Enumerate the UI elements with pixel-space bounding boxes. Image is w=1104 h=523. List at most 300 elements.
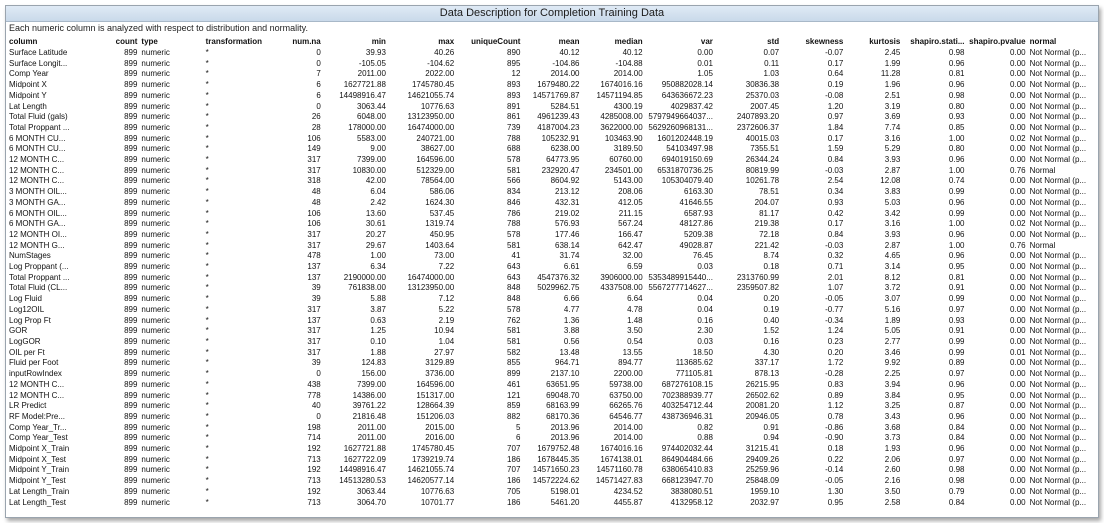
cell-column: Midpoint X_Test <box>9 454 66 464</box>
header-shapiro-statistic[interactable]: shapiro.stati... <box>910 37 965 47</box>
cell-column: LogGOR <box>9 336 41 346</box>
cell-skewness: 0.22 <box>827 454 844 464</box>
cell-count: 899 <box>124 304 138 314</box>
cell-normal: Not Normal (p... <box>1029 358 1087 368</box>
cell-shapiro-pvalue: 0.00 <box>1010 444 1026 454</box>
cell-shapiro-pvalue: 0.00 <box>1010 176 1026 186</box>
cell-num-na: 713 <box>307 497 321 507</box>
cell-skewness: -0.28 <box>825 369 844 379</box>
cell-column: 6 MONTH CU... <box>9 144 66 154</box>
cell-var: 694019150.69 <box>661 155 713 165</box>
cell-shapiro-statistic: 0.96 <box>948 155 965 165</box>
cell-type: numeric <box>141 454 170 464</box>
table-row[interactable] <box>7 198 1097 209</box>
table-row[interactable] <box>7 391 1097 402</box>
table-row[interactable] <box>7 305 1097 316</box>
cell-std: 80819.99 <box>745 165 780 175</box>
cell-num-na: 317 <box>307 326 321 336</box>
table-row[interactable] <box>7 433 1097 444</box>
cell-transformation: * <box>205 411 209 421</box>
cell-normal: Not Normal (p... <box>1029 326 1087 336</box>
cell-type: numeric <box>141 272 170 282</box>
cell-shapiro-statistic: 0.79 <box>948 486 965 496</box>
cell-transformation: * <box>205 401 209 411</box>
cell-std: 337.17 <box>754 358 780 368</box>
cell-shapiro-pvalue: 0.00 <box>1010 187 1026 197</box>
cell-type: numeric <box>141 476 170 486</box>
cell-var: 18.50 <box>692 347 713 357</box>
header-normal[interactable]: normal <box>1029 37 1057 47</box>
cell-num-na: 39 <box>311 358 321 368</box>
header-unique-count[interactable]: uniqueCount <box>471 37 521 47</box>
cell-shapiro-statistic: 0.97 <box>948 304 965 314</box>
cell-std: 0.91 <box>763 422 780 432</box>
cell-column: Log Proppant (... <box>9 262 69 272</box>
cell-shapiro-pvalue: 0.00 <box>1010 208 1026 218</box>
cell-max: 450.95 <box>429 229 455 239</box>
cell-mean: 2014.00 <box>550 69 580 79</box>
table-row[interactable] <box>7 455 1097 466</box>
cell-num-na: 106 <box>307 208 321 218</box>
cell-kurtosis: 3.16 <box>884 133 901 143</box>
table-row[interactable] <box>7 59 1097 70</box>
cell-kurtosis: 3.50 <box>884 486 901 496</box>
cell-column: 12 MONTH OI... <box>9 229 67 239</box>
cell-mean: 14572224.62 <box>532 476 580 486</box>
cell-column: Lat Length_Train <box>9 486 70 496</box>
cell-shapiro-pvalue: 0.00 <box>1010 80 1026 90</box>
cell-column: Lat Length <box>9 101 47 111</box>
cell-max: 10776.63 <box>420 486 455 496</box>
cell-skewness: 0.78 <box>827 411 844 421</box>
cell-shapiro-pvalue: 0.00 <box>1010 272 1026 282</box>
cell-transformation: * <box>205 358 209 368</box>
cell-mean: 2013.96 <box>550 422 580 432</box>
cell-mean: 638.14 <box>555 240 580 250</box>
cell-skewness: 0.20 <box>827 347 844 357</box>
header-mean[interactable]: mean <box>558 37 580 47</box>
cell-transformation: * <box>205 187 209 197</box>
cell-unique-count: 893 <box>507 90 521 100</box>
cell-count: 899 <box>124 454 138 464</box>
header-max[interactable]: max <box>438 37 455 47</box>
header-std[interactable]: std <box>767 37 780 47</box>
cell-num-na: 48 <box>311 187 321 197</box>
cell-skewness: 0.18 <box>827 444 844 454</box>
cell-num-na: 317 <box>307 304 321 314</box>
cell-median: 6.64 <box>627 294 643 304</box>
cell-shapiro-statistic: 1.00 <box>948 165 965 175</box>
table-row[interactable] <box>7 91 1097 102</box>
cell-shapiro-statistic: 0.98 <box>948 465 965 475</box>
cell-mean: 4187004.23 <box>537 122 580 132</box>
table-row[interactable] <box>7 401 1097 412</box>
table-row[interactable] <box>7 326 1097 337</box>
table-row[interactable] <box>7 337 1097 348</box>
cell-skewness: 0.17 <box>827 58 844 68</box>
table-row[interactable] <box>7 209 1097 220</box>
cell-transformation: * <box>205 283 209 293</box>
table-row[interactable] <box>7 423 1097 434</box>
header-num-na[interactable]: num.na <box>292 37 321 47</box>
cell-shapiro-pvalue: 0.02 <box>1010 133 1026 143</box>
cell-std: 26502.62 <box>745 390 780 400</box>
cell-num-na: 318 <box>307 176 321 186</box>
cell-std: 72.18 <box>759 229 780 239</box>
cell-normal: Not Normal (p... <box>1029 229 1087 239</box>
cell-type: numeric <box>141 304 170 314</box>
cell-var: 6587.93 <box>684 208 713 218</box>
cell-min: 1627721.88 <box>343 80 386 90</box>
cell-num-na: 48 <box>311 197 321 207</box>
header-type[interactable]: type <box>141 37 158 47</box>
table-row[interactable] <box>7 112 1097 123</box>
cell-max: 1403.64 <box>425 240 455 250</box>
cell-median: 59738.00 <box>609 379 643 389</box>
cell-count: 899 <box>124 251 138 261</box>
cell-transformation: * <box>205 497 209 507</box>
cell-normal: Not Normal (p... <box>1029 390 1087 400</box>
cell-unique-count: 41 <box>511 251 521 261</box>
cell-type: numeric <box>141 112 170 122</box>
cell-normal: Not Normal (p... <box>1029 347 1087 357</box>
cell-min: 3064.70 <box>357 497 386 507</box>
table-row[interactable] <box>7 412 1097 423</box>
cell-normal: Not Normal (p... <box>1029 411 1087 421</box>
cell-min: 14513280.53 <box>339 476 386 486</box>
table-row[interactable] <box>7 273 1097 284</box>
table-row[interactable] <box>7 134 1097 145</box>
cell-normal: Not Normal (p... <box>1029 187 1087 197</box>
cell-std: 0.94 <box>763 433 780 443</box>
cell-mean: 4.77 <box>563 304 580 314</box>
cell-column: 12 MONTH C... <box>9 379 65 389</box>
cell-transformation: * <box>205 294 209 304</box>
header-transformation[interactable]: transformation <box>205 37 263 47</box>
header-shapiro-pvalue[interactable]: shapiro.pvalue <box>969 37 1026 47</box>
table-row[interactable] <box>7 144 1097 155</box>
cell-skewness: 0.17 <box>827 133 844 143</box>
data-description-window <box>5 5 1099 518</box>
cell-type: numeric <box>141 283 170 293</box>
table-row[interactable] <box>7 241 1097 252</box>
table-row[interactable] <box>7 155 1097 166</box>
cell-normal: Not Normal (p... <box>1029 112 1087 122</box>
cell-transformation: * <box>205 379 209 389</box>
cell-kurtosis: 5.05 <box>884 326 901 336</box>
cell-column: Fluid per Foot <box>9 358 59 368</box>
cell-median: 4300.19 <box>613 101 643 111</box>
cell-min: 42.00 <box>365 176 386 186</box>
cell-num-na: 778 <box>307 390 321 400</box>
cell-transformation: * <box>205 58 209 68</box>
cell-num-na: 438 <box>307 379 321 389</box>
cell-skewness: 0.19 <box>827 80 844 90</box>
table-row[interactable] <box>7 487 1097 498</box>
cell-normal: Not Normal (p... <box>1029 176 1087 186</box>
cell-shapiro-statistic: 0.98 <box>948 48 965 57</box>
cell-type: numeric <box>141 294 170 304</box>
header-kurtosis[interactable]: kurtosis <box>869 37 901 47</box>
cell-count: 899 <box>124 155 138 165</box>
cell-var: 5353489915440... <box>648 272 713 282</box>
cell-std: 0.18 <box>763 262 780 272</box>
cell-transformation: * <box>205 240 209 250</box>
cell-unique-count: 578 <box>507 155 521 165</box>
cell-max: 27.97 <box>434 347 455 357</box>
cell-skewness: -0.08 <box>825 90 844 100</box>
table-row[interactable] <box>7 348 1097 359</box>
cell-kurtosis: 9.92 <box>884 358 901 368</box>
cell-shapiro-statistic: 0.93 <box>948 112 965 122</box>
table-row[interactable] <box>7 251 1097 262</box>
header-count[interactable]: count <box>115 37 138 47</box>
cell-skewness: 0.23 <box>827 336 844 346</box>
cell-normal: Not Normal (p... <box>1029 336 1087 346</box>
cell-min: 6.34 <box>370 262 386 272</box>
cell-shapiro-statistic: 0.95 <box>948 390 965 400</box>
table-row[interactable] <box>7 262 1097 273</box>
cell-column: Total Proppant ... <box>9 272 70 282</box>
cell-column: OIL per Ft <box>9 347 45 357</box>
table-row[interactable] <box>7 465 1097 476</box>
table-row[interactable] <box>7 316 1097 327</box>
cell-var: 105304079.40 <box>661 176 713 186</box>
cell-std: 1959.10 <box>750 486 780 496</box>
cell-kurtosis: 3.46 <box>884 347 901 357</box>
cell-type: numeric <box>141 262 170 272</box>
cell-count: 899 <box>124 165 138 175</box>
cell-shapiro-statistic: 0.74 <box>948 176 965 186</box>
cell-kurtosis: 1.99 <box>884 58 901 68</box>
cell-unique-count: 578 <box>507 304 521 314</box>
cell-shapiro-pvalue: 0.00 <box>1010 486 1026 496</box>
cell-max: 151206.03 <box>416 411 455 421</box>
cell-transformation: * <box>205 262 209 272</box>
cell-min: 1.88 <box>370 347 386 357</box>
cell-var: 4029837.42 <box>670 101 713 111</box>
cell-unique-count: 581 <box>507 165 521 175</box>
cell-kurtosis: 3.94 <box>884 379 901 389</box>
cell-mean: 4547376.32 <box>537 272 580 282</box>
header-median[interactable]: median <box>614 37 643 47</box>
cell-shapiro-statistic: 0.96 <box>948 379 965 389</box>
cell-mean: 8604.92 <box>550 176 580 186</box>
cell-skewness: 2.54 <box>827 176 844 186</box>
cell-unique-count: 581 <box>507 240 521 250</box>
cell-shapiro-statistic: 0.96 <box>948 411 965 421</box>
cell-unique-count: 581 <box>507 326 521 336</box>
cell-shapiro-pvalue: 0.00 <box>1010 315 1026 325</box>
cell-kurtosis: 2.87 <box>884 240 901 250</box>
table-row[interactable] <box>7 294 1097 305</box>
header-var[interactable]: var <box>700 37 713 47</box>
cell-num-na: 7 <box>316 69 321 79</box>
cell-type: numeric <box>141 122 170 132</box>
table-row[interactable] <box>7 358 1097 369</box>
cell-transformation: * <box>205 155 209 165</box>
cell-count: 899 <box>124 133 138 143</box>
table-row[interactable] <box>7 444 1097 455</box>
cell-type: numeric <box>141 251 170 261</box>
cell-shapiro-pvalue: 0.00 <box>1010 294 1026 304</box>
cell-kurtosis: 3.07 <box>884 294 901 304</box>
cell-column: 3 MONTH GA... <box>9 197 66 207</box>
cell-median: 894.77 <box>618 358 643 368</box>
cell-skewness: 1.30 <box>827 486 844 496</box>
cell-type: numeric <box>141 133 170 143</box>
cell-transformation: * <box>205 422 209 432</box>
cell-transformation: * <box>205 122 209 132</box>
cell-var: 0.03 <box>697 336 713 346</box>
cell-min: 14498916.47 <box>339 465 386 475</box>
cell-skewness: 2.01 <box>827 272 844 282</box>
table-row[interactable] <box>7 80 1097 91</box>
cell-min: 5.88 <box>370 294 386 304</box>
cell-normal: Not Normal (p... <box>1029 433 1087 443</box>
table-row[interactable] <box>7 230 1097 241</box>
cell-unique-count: 5 <box>515 422 521 432</box>
cell-mean: 68170.36 <box>546 411 580 421</box>
table-row[interactable] <box>7 498 1097 509</box>
cell-mean: 105232.91 <box>541 133 580 143</box>
cell-num-na: 40 <box>311 401 321 411</box>
header-min[interactable]: min <box>371 37 386 47</box>
cell-transformation: * <box>205 90 209 100</box>
cell-shapiro-pvalue: 0.00 <box>1010 411 1026 421</box>
cell-type: numeric <box>141 176 170 186</box>
table-row[interactable] <box>7 283 1097 294</box>
cell-unique-count: 861 <box>507 112 521 122</box>
cell-transformation: * <box>205 326 209 336</box>
table-row[interactable] <box>7 166 1097 177</box>
cell-kurtosis: 2.51 <box>884 90 901 100</box>
cell-max: 10701.77 <box>420 497 455 507</box>
cell-kurtosis: 4.65 <box>884 251 901 261</box>
table-row[interactable] <box>7 48 1097 59</box>
cell-transformation: * <box>205 219 209 229</box>
cell-var: 403254712.44 <box>661 401 713 411</box>
cell-transformation: * <box>205 197 209 207</box>
cell-kurtosis: 5.03 <box>884 197 901 207</box>
cell-skewness: -0.05 <box>825 294 844 304</box>
table-row[interactable] <box>7 380 1097 391</box>
cell-shapiro-pvalue: 0.00 <box>1010 262 1026 272</box>
cell-unique-count: 705 <box>507 486 521 496</box>
cell-kurtosis: 8.12 <box>884 272 901 282</box>
cell-shapiro-pvalue: 0.00 <box>1010 144 1026 154</box>
cell-var: 5567277714627... <box>648 283 713 293</box>
cell-min: 6.04 <box>370 187 386 197</box>
cell-shapiro-pvalue: 0.00 <box>1010 433 1026 443</box>
cell-column: GOR <box>9 326 28 336</box>
cell-skewness: 1.72 <box>827 358 844 368</box>
cell-max: 164596.00 <box>416 155 455 165</box>
cell-shapiro-statistic: 0.80 <box>948 144 965 154</box>
cell-shapiro-pvalue: 0.00 <box>1010 476 1026 486</box>
cell-median: 32.00 <box>622 251 643 261</box>
cell-median: 2014.00 <box>613 433 643 443</box>
cell-skewness: 1.59 <box>827 144 844 154</box>
cell-std: 4.30 <box>763 347 780 357</box>
cell-var: 974402032.44 <box>661 444 713 454</box>
cell-normal: Not Normal (p... <box>1029 90 1087 100</box>
table-row[interactable] <box>7 187 1097 198</box>
cell-transformation: * <box>205 144 209 154</box>
cell-var: 76.45 <box>692 251 713 261</box>
cell-mean: -104.86 <box>552 58 580 68</box>
table-row[interactable] <box>7 476 1097 487</box>
cell-kurtosis: 3.93 <box>884 155 901 165</box>
cell-shapiro-statistic: 0.80 <box>948 101 965 111</box>
cell-mean: 5198.01 <box>550 486 580 496</box>
window-title: Data Description for Completion Training Data <box>6 6 1098 22</box>
cell-mean: 177.46 <box>555 229 580 239</box>
cell-max: 2022.00 <box>425 69 455 79</box>
cell-num-na: 714 <box>307 433 321 443</box>
cell-num-na: 317 <box>307 155 321 165</box>
table-row[interactable] <box>7 219 1097 230</box>
cell-count: 899 <box>124 219 138 229</box>
table-row[interactable] <box>7 102 1097 113</box>
cell-type: numeric <box>141 401 170 411</box>
cell-mean: 232920.47 <box>541 165 580 175</box>
header-column[interactable]: column <box>9 37 38 47</box>
cell-max: 2015.00 <box>425 422 455 432</box>
table-row[interactable] <box>7 369 1097 380</box>
cell-min: 2190000.00 <box>343 272 386 282</box>
cell-transformation: * <box>205 112 209 122</box>
cell-min: 7399.00 <box>357 379 386 389</box>
cell-column: Comp Year_Tr... <box>9 422 67 432</box>
cell-shapiro-pvalue: 0.00 <box>1010 48 1026 57</box>
cell-normal: Not Normal (p... <box>1029 155 1087 165</box>
header-skewness[interactable]: skewness <box>805 37 844 47</box>
cell-max: 537.45 <box>429 208 455 218</box>
cell-count: 899 <box>124 433 138 443</box>
cell-transformation: * <box>205 304 209 314</box>
cell-skewness: -0.34 <box>825 315 844 325</box>
cell-count: 899 <box>124 476 138 486</box>
cell-num-na: 478 <box>307 251 321 261</box>
cell-median: 412.05 <box>618 197 643 207</box>
cell-shapiro-statistic: 0.97 <box>948 454 965 464</box>
cell-unique-count: 186 <box>507 497 521 507</box>
cell-num-na: 137 <box>307 315 321 325</box>
cell-column: Lat Length_Test <box>9 497 66 507</box>
cell-num-na: 317 <box>307 165 321 175</box>
cell-normal: Not Normal (p... <box>1029 197 1087 207</box>
table-row[interactable] <box>7 176 1097 187</box>
cell-shapiro-pvalue: 0.00 <box>1010 497 1026 507</box>
cell-kurtosis: 2.87 <box>884 165 901 175</box>
cell-normal: Not Normal (p... <box>1029 465 1087 475</box>
cell-skewness: 0.84 <box>827 229 844 239</box>
cell-transformation: * <box>205 476 209 486</box>
cell-kurtosis: 3.25 <box>884 401 901 411</box>
cell-min: 1627721.88 <box>343 444 386 454</box>
cell-median: 4.78 <box>627 304 643 314</box>
cell-median: 6.59 <box>627 262 643 272</box>
cell-count: 899 <box>124 197 138 207</box>
table-row[interactable] <box>7 123 1097 134</box>
cell-shapiro-pvalue: 0.00 <box>1010 422 1026 432</box>
cell-column: 6 MONTH CU... <box>9 133 66 143</box>
table-row[interactable] <box>7 69 1097 80</box>
cell-shapiro-statistic: 0.96 <box>948 229 965 239</box>
cell-max: 2.19 <box>438 315 455 325</box>
cell-kurtosis: 3.16 <box>884 219 901 229</box>
